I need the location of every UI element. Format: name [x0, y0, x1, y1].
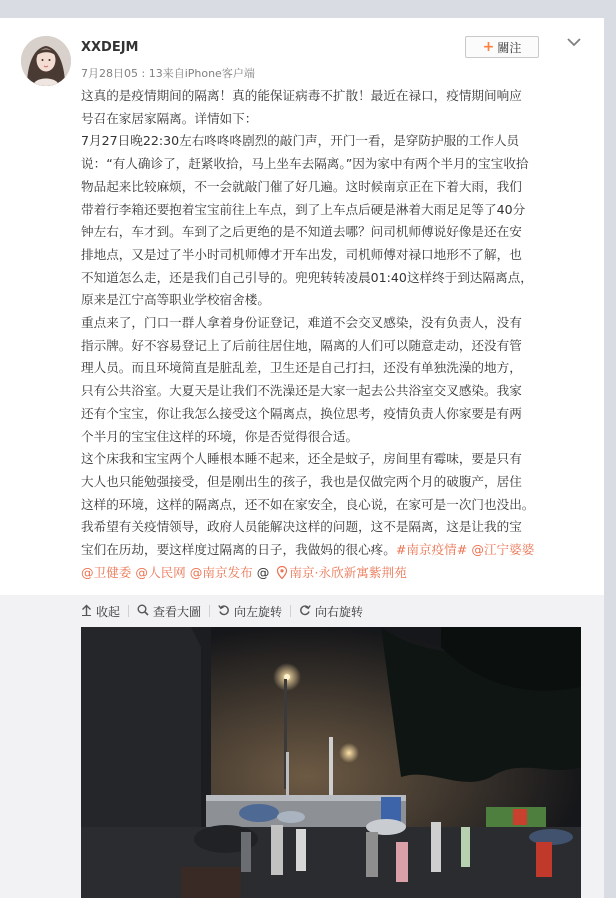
post-line: 原来是江宁高等职业学校宿舍楼。	[81, 292, 270, 308]
plus-icon: +	[482, 39, 495, 55]
night-rain-scene-image	[81, 627, 581, 898]
post-line: 这样的环境，这样的隔离点，还不如在家安全，良心说，在家可是一次门也没出。	[81, 496, 535, 512]
post-line: 钟左右，车才到。车到了之后更绝的是不知道去哪？问司机师傅说好像是还在安	[81, 224, 522, 240]
location-link[interactable]: 南京·永欣新寓紫荆苑	[289, 564, 407, 580]
view-large-label: 查看大圖	[153, 604, 202, 619]
post-line	[81, 562, 581, 587]
post-line: 只有公共浴室。大夏天是让我们不洗澡还是大家一起去公共浴室交叉感染。我家	[81, 383, 522, 399]
location-pin-icon	[277, 564, 287, 587]
toolbar-divider	[128, 605, 129, 617]
post-line: 重点来了，门口一群人拿着身份证登记，难道不会交叉感染，没有负责人，没有	[81, 315, 522, 331]
mention-link[interactable]: @南京发布	[189, 564, 253, 580]
post-line: 7月27日晚22:30左右咚咚咚剧烈的敲门声，开门一看，是穿防护服的工作人员	[81, 133, 520, 149]
post-line: 大人也只能勉强接受，但是刚出生的孩子，我也是仅做完两个月的破腹产，居住	[81, 473, 522, 489]
post-line: 物品起来比较麻烦，不一会就敲门催了好几遍。这时候南京正在下着大雨，我们	[81, 178, 522, 194]
rotate-left-icon	[218, 604, 230, 619]
follow-button[interactable]	[465, 36, 539, 58]
rotate-left-label: 向左旋转	[234, 604, 283, 619]
post-meta: 7月28日05 : 13来自iPhone客户端	[81, 67, 255, 80]
post-line: 号召在家居家隔离。详情如下：	[81, 110, 258, 126]
post-line: 带着行李箱还要抱着宝宝前往上车点，到了上车点后硬是淋着大雨足足等了40分	[81, 201, 526, 217]
post-line: 理人员。而且环境简直是脏乱差，卫生还是自己打扫，还没有单独洗澡的地方，	[81, 360, 522, 376]
hashtag-link[interactable]: #南京疫情#	[395, 542, 468, 558]
mention-at[interactable]: @	[256, 564, 270, 580]
post-photo[interactable]	[81, 627, 581, 898]
media-toolbar	[81, 601, 363, 621]
post-line: 指示牌。好不容易登记上了后前往居住地，隔离的人们可以随意走动，还没有管	[81, 337, 522, 353]
rotate-right-label: 向右旋转	[315, 604, 364, 619]
post-line: 个半月的宝宝住这样的环境，你是否觉得很合适。	[81, 428, 359, 444]
avatar-image	[21, 36, 71, 86]
mention-link[interactable]: @人民网	[135, 564, 186, 580]
toolbar-divider	[290, 605, 291, 617]
post-line: 说：“有人确诊了，赶紧收拾，马上坐车去隔离。”因为家中有两个半月的宝宝收拾	[81, 156, 529, 172]
post-line: 这个床我和宝宝两个人睡根本睡不起来，还全是蚊子，房间里有霉味，要是只有	[81, 451, 522, 467]
view-large-button[interactable]	[137, 603, 201, 620]
post-line-text: 宝们在历劫，要这样度过隔离的日子，我做妈的很心疼。	[81, 542, 396, 558]
toolbar-divider	[209, 605, 210, 617]
collapse-label: 收起	[96, 604, 121, 619]
post-line	[81, 516, 581, 539]
rotate-right-icon	[299, 604, 311, 619]
follow-button-label: 關注	[497, 40, 522, 55]
weibo-post-card	[0, 18, 604, 898]
mention-link[interactable]: @江宁婆婆	[471, 542, 535, 558]
post-line: 还有个宝宝，你让我怎么接受这个隔离点，换位思考，疫情负责人你家要是有两	[81, 405, 522, 421]
rotate-right-button[interactable]	[299, 603, 363, 620]
post-line	[81, 539, 581, 562]
post-text	[81, 85, 581, 586]
avatar[interactable]	[21, 36, 71, 86]
magnifier-icon	[137, 604, 149, 619]
arrow-up-icon	[81, 604, 92, 619]
chevron-down-icon[interactable]	[564, 32, 584, 52]
mention-link[interactable]: @卫健委	[81, 564, 132, 580]
collapse-button[interactable]	[81, 603, 120, 620]
post-line: 排地点，又是过了半小时司机师傅才开车出发，司机师傅对禄口地形不了解，也	[81, 246, 522, 262]
rotate-left-button[interactable]	[218, 603, 282, 620]
post-line-text: 我希望有关疫情领导，政府人员能解决这样的问题，这不是隔离，这是让我的宝	[81, 519, 522, 535]
post-line: 这真的是疫情期间的隔离！真的能保证病毒不扩散！最近在禄口，疫情期间响应	[81, 88, 522, 103]
post-line: 不知道怎么走，还是我们自己引导的。兜兜转转凌晨01:40这样终于到达隔离点，	[81, 269, 533, 285]
username[interactable]: XXDEJM	[81, 40, 139, 55]
